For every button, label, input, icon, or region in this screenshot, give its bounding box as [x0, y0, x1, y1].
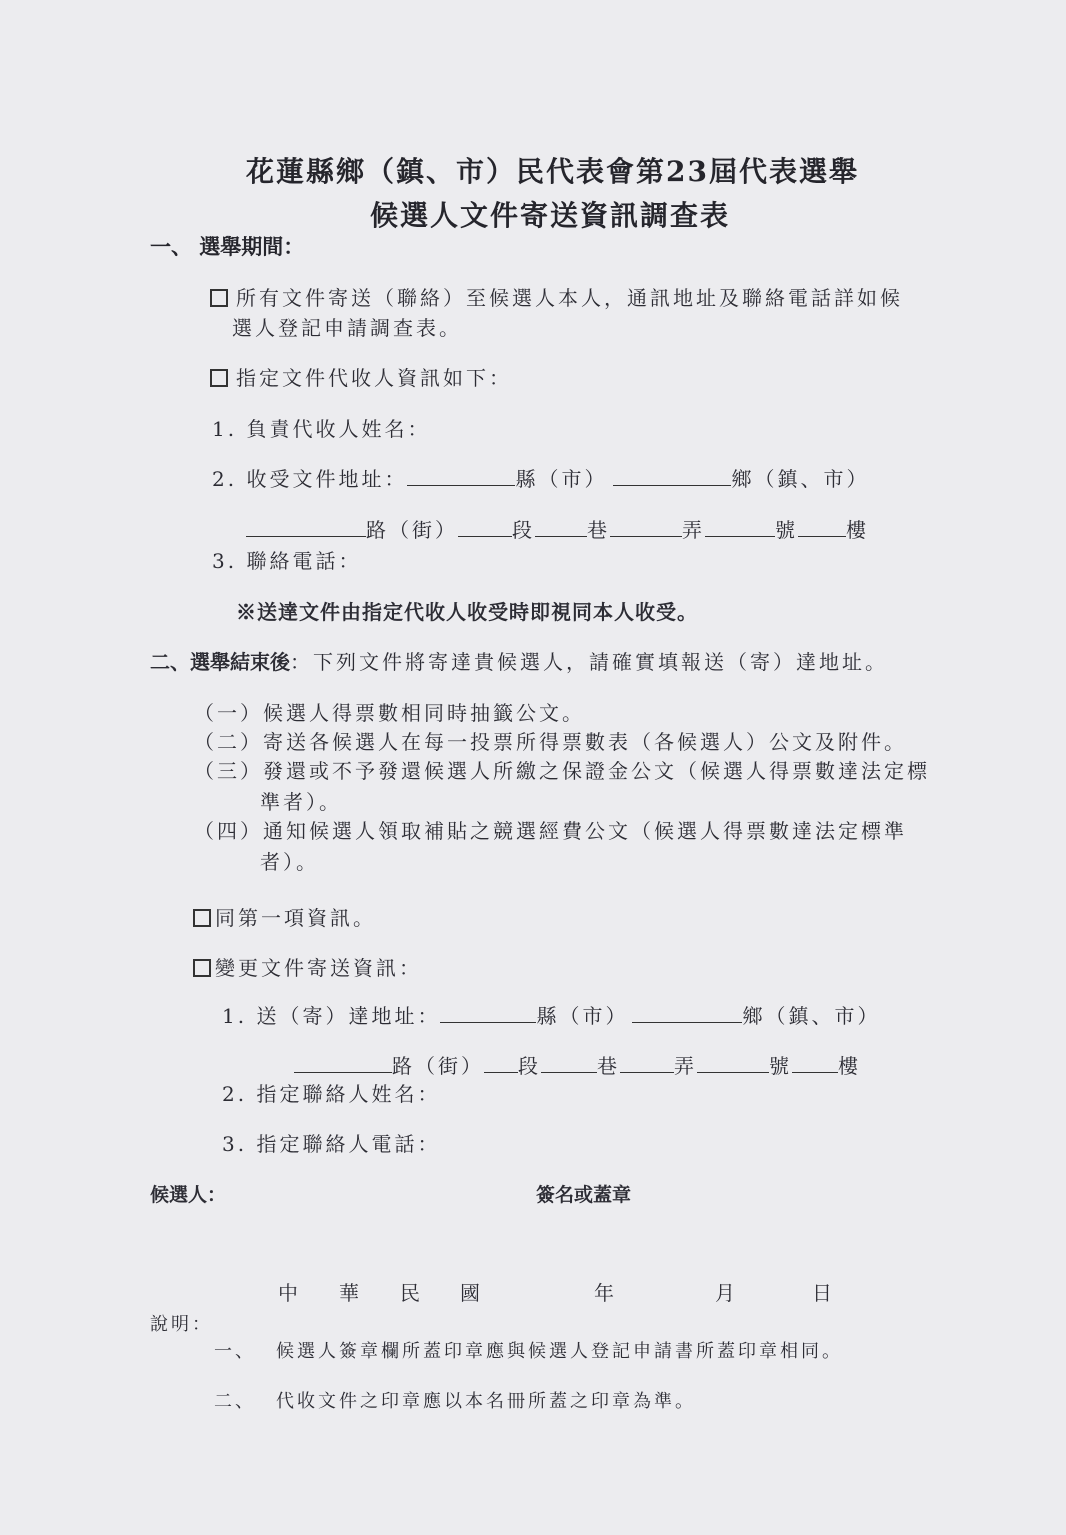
checkbox-icon[interactable]: [210, 369, 228, 387]
note-text: 候選人簽章欄所蓋印章應與候選人登記申請書所蓋印章相同。: [276, 1341, 843, 1362]
option-change-delivery[interactable]: [193, 952, 422, 981]
date-prefix-1: 中: [278, 1281, 301, 1305]
date-prefix-2: 華: [339, 1281, 362, 1305]
number-label: 號: [769, 1054, 792, 1078]
agent-note: ※送達文件由指定代收人收受時即視同本人收受。: [236, 600, 698, 624]
road-blank[interactable]: [246, 518, 366, 537]
section-label: 段: [512, 518, 535, 542]
township-label: 鄉（鎮、市）: [731, 467, 870, 491]
date-month: 月: [715, 1281, 738, 1305]
note-text: 代收文件之印章應以本名冊所蓋之印章為準。: [276, 1391, 696, 1412]
list-number: （一）: [194, 701, 263, 725]
agent-address-label: 2. 收受文件地址：: [212, 467, 408, 491]
agent-address-row1: [212, 463, 869, 492]
checkbox-icon[interactable]: [210, 289, 228, 307]
option-agent-text: 指定文件代收人資訊如下：: [236, 366, 512, 390]
alley-label: 弄: [674, 1054, 697, 1078]
option-designated-agent[interactable]: [210, 362, 512, 391]
contact-name-label: 2. 指定聯絡人姓名：: [222, 1082, 441, 1106]
road-label: 路（街）: [392, 1054, 484, 1078]
alley-blank[interactable]: [620, 1054, 674, 1073]
lane-label: 巷: [587, 518, 610, 542]
checkbox-icon[interactable]: [193, 909, 211, 927]
lane-label: 巷: [597, 1054, 620, 1078]
section-blank[interactable]: [484, 1054, 518, 1073]
section2-list-item: [194, 815, 907, 844]
contact-phone-label: 3. 指定聯絡人電話：: [222, 1132, 441, 1156]
county-label: 縣（市）: [536, 1004, 629, 1028]
section2-heading-rest: ：下列文件將寄達貴候選人，請確實填報送（寄）達地址。: [290, 650, 888, 674]
note-number: 二、: [214, 1391, 256, 1412]
list-number: （二）: [194, 730, 263, 754]
candidate-label: 候選人：: [150, 1184, 227, 1206]
road-blank[interactable]: [294, 1054, 392, 1073]
notes-label: 說明：: [150, 1314, 213, 1335]
checkbox-icon[interactable]: [193, 959, 211, 977]
alley-blank[interactable]: [610, 518, 682, 537]
form-title-line2: 候選人文件寄送資訊調查表: [370, 199, 731, 232]
agent-phone-label: 3. 聯絡電話：: [212, 549, 362, 573]
list-text: 候選人得票數相同時抽籤公文。: [263, 701, 585, 725]
option-all-text-line2: 選人登記申請調查表。: [232, 316, 462, 340]
list-text-continued: 準者）。: [260, 790, 342, 814]
date-year: 年: [594, 1281, 617, 1305]
option-all-text-line1: 所有文件寄送（聯絡）至候選人本人，通訊地址及聯絡電話詳如候: [236, 286, 903, 310]
county-blank[interactable]: [440, 1004, 536, 1023]
list-number: （四）: [194, 819, 263, 843]
number-label: 號: [775, 518, 798, 542]
number-blank[interactable]: [697, 1054, 769, 1073]
note-number: 一、: [214, 1341, 256, 1362]
section2-list-item: [194, 726, 907, 755]
list-text: 發還或不予發還候選人所繳之保證金公文（候選人得票數達法定標: [263, 759, 930, 783]
option-same-text: 同第一項資訊。: [215, 906, 376, 930]
form-title-line1: 花蓮縣鄉（鎮、市）民代表會第23屆代表選舉: [246, 155, 859, 188]
section-label: 段: [518, 1054, 541, 1078]
floor-label: 樓: [838, 1054, 861, 1078]
delivery-address-row1: [222, 1000, 880, 1029]
lane-blank[interactable]: [535, 518, 587, 537]
option-same-as-section1[interactable]: [193, 902, 376, 931]
township-blank[interactable]: [613, 467, 731, 486]
option-change-text: 變更文件寄送資訊：: [215, 956, 422, 980]
date-day: 日: [812, 1281, 835, 1305]
section2-list-item: [194, 697, 585, 726]
floor-label: 樓: [846, 518, 869, 542]
county-label: 縣（市）: [515, 467, 608, 491]
delivery-address-label: 1. 送（寄）達地址：: [222, 1004, 441, 1028]
section1-heading: 一、 選舉期間：: [150, 234, 305, 259]
delivery-address-row2: [294, 1050, 861, 1079]
agent-name-label: 1. 負責代收人姓名：: [212, 417, 431, 441]
section2-heading-row: [150, 646, 888, 675]
option-all-to-candidate[interactable]: [210, 282, 903, 311]
township-label: 鄉（鎮、市）: [742, 1004, 881, 1028]
floor-blank[interactable]: [798, 518, 846, 537]
list-text-continued: 者）。: [260, 850, 319, 874]
floor-blank[interactable]: [792, 1054, 838, 1073]
lane-blank[interactable]: [541, 1054, 597, 1073]
alley-label: 弄: [682, 518, 705, 542]
section2-heading: 二、選舉結束後: [150, 650, 290, 674]
county-blank[interactable]: [407, 467, 515, 486]
section-blank[interactable]: [458, 518, 512, 537]
number-blank[interactable]: [705, 518, 775, 537]
section2-list-item: [194, 755, 930, 784]
date-prefix-4: 國: [460, 1281, 483, 1305]
list-number: （三）: [194, 759, 263, 783]
list-text: 通知候選人領取補貼之競選經費公文（候選人得票數達法定標準: [263, 819, 907, 843]
township-blank[interactable]: [632, 1004, 742, 1023]
agent-address-row2: [246, 514, 869, 543]
road-label: 路（街）: [366, 518, 458, 542]
list-text: 寄送各候選人在每一投票所得票數表（各候選人）公文及附件。: [263, 730, 907, 754]
sign-or-seal-label: 簽名或蓋章: [536, 1184, 632, 1206]
date-prefix-3: 民: [400, 1281, 423, 1305]
